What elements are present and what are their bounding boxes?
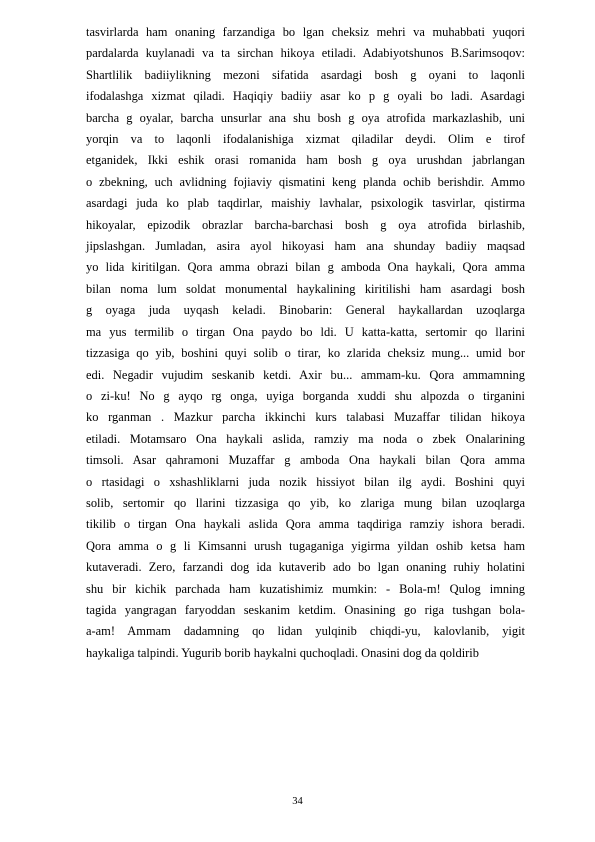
body-paragraph <box>86 22 525 664</box>
text-line: ifodalashga xizmat qiladi. Haqiqiy badiiy asar ko p g oyali bo ladi. Asardagi <box>86 89 525 104</box>
text-line: pardalarda kuylanadi va ta sirchan hikoya etiladi. Adabiyotshunos B.Sarimsoqov: <box>86 46 525 61</box>
text-line: ma yus termilib o tirgan Ona paydo bo ldi. U katta-katta, sertomir qo llarini <box>86 324 525 339</box>
text-line: tagida yangragan faryoddan seskanim ketdim. Onasining go riga tushgan bola- <box>86 602 525 617</box>
text-line: Shartlilik badiiylikning mezoni sifatida asardagi bosh g oyani to laqonli <box>86 67 525 82</box>
text-line: tizzasiga qo yib, boshini quyi solib o tirar, ko zlarida cheksiz mung... umid bor <box>86 346 525 361</box>
text-line: bilan noma lum soldat monumental haykalining kiritilishi ham asardagi bosh <box>86 281 525 296</box>
text-line: tasvirlarda ham onaning farzandiga bo lgan cheksiz mehri va muhabbati yuqori <box>86 25 525 39</box>
text-line: solib, sertomir qo llarini tizzasiga qo yib, ko zlariga mung bilan uzoqlarga <box>86 495 525 510</box>
document-page <box>86 22 525 664</box>
text-line: ko rganman . Mazkur parcha ikkinchi kurs talabasi Muzaffar tilidan hikoya <box>86 410 525 425</box>
text-line: o rtasidagi o xshashliklarni juda nozik hissiyot bilan ilg aydi. Boshini quyi <box>86 474 525 489</box>
text-line: tikilib o tirgan Ona haykali aslida Qora amma taqdiriga ramziy ishora beradi. <box>86 517 525 532</box>
text-line: timsoli. Asar qahramoni Muzaffar g amboda Ona haykali bilan Qora amma <box>86 453 525 468</box>
text-line: barcha g oyalar, barcha unsurlar ana shu bosh g oya atrofida markazlashib, uni <box>86 110 525 125</box>
text-line: shu bir kichik parchada ham kuzatishimiz mumkin: - Bola-m! Qulog imning <box>86 581 525 596</box>
text-line: o zbekning, uch avlidning fojiaviy qismatini keng planda ochib berishdir. Ammo <box>86 174 525 189</box>
text-line: a-am! Ammam dadamning qo lidan yulqinib chiqdi-yu, kalovlanib, yigit <box>86 624 525 639</box>
text-line: jipslashgan. Jumladan, asira ayol hikoyasi ham ana shunday badiiy maqsad <box>86 239 525 254</box>
text-line: hikoyalar, epizodik obrazlar barcha-barchasi bosh g oya atrofida birlashib, <box>86 217 525 232</box>
text-line: etganidek, Ikki eshik orasi romanida ham bosh g oya urushdan jabrlangan <box>86 153 525 168</box>
text-line: o zi-ku! No g ayqo rg onga, uyiga borganda xuddi shu alpozda o tirganini <box>86 388 525 403</box>
text-line: etiladi. Motamsaro Ona haykali aslida, ramziy ma noda o zbek Onalarining <box>86 431 525 446</box>
text-line: g oyaga juda uyqash keladi. Binobarin: General haykallardan uzoqlarga <box>86 303 525 318</box>
text-line: edi. Negadir vujudim seskanib ketdi. Axir bu... ammam-ku. Qora ammamning <box>86 367 525 382</box>
page-number: 34 <box>292 796 303 807</box>
text-line: asardagi juda ko plab taqdirlar, maishiy lavhalar, psixologik tasvirlar, qistirma <box>86 196 525 211</box>
text-line: haykaliga talpindi. Yugurib borib haykalni quchoqladi. Onasini dog da qoldirib <box>86 645 479 660</box>
text-line: Qora amma o g li Kimsanni urush tugaganiga yigirma yildan oshib ketsa ham <box>86 538 525 553</box>
text-line: yorqin va to laqonli ifodalanishiga xizmat qiladilar deydi. Olim e tirof <box>86 132 525 147</box>
text-line: kutaveradi. Zero, farzandi dog ida kutaverib ado bo lgan onaning ruhiy holatini <box>86 560 525 575</box>
text-line: yo lida kiritilgan. Qora amma obrazi bilan g amboda Ona haykali, Qora amma <box>86 260 525 275</box>
